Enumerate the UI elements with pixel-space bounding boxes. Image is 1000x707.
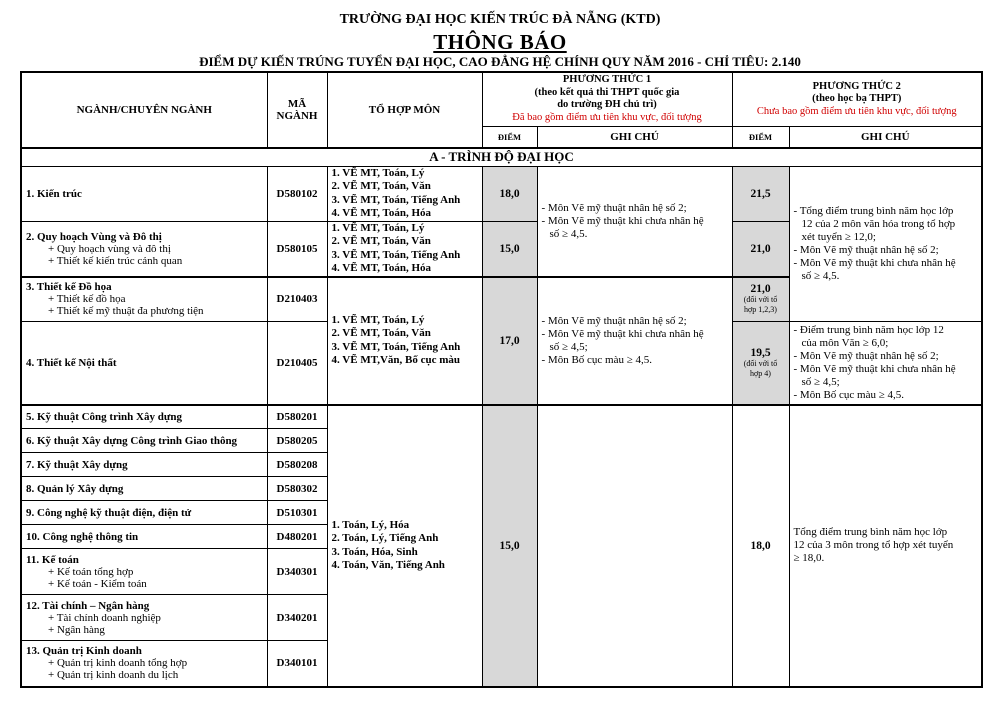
combo-item: 2. VẼ MT, Toán, Văn <box>331 235 431 247</box>
combo-item: 3. Toán, Hóa, Sinh <box>331 545 418 558</box>
combo-item: 4. VẼ MT,Văn, Bố cục màu <box>331 354 461 366</box>
sub-major: + Kế toán tổng hợp <box>48 565 134 578</box>
major-name: 8. Quản lý Xây dựng <box>21 477 267 501</box>
m1-score-header: ĐIỂM <box>482 126 537 148</box>
major-name: 5. Kỹ thuật Công trình Xây dựng <box>21 405 267 429</box>
m2-score-value: 21,0 <box>750 283 771 296</box>
m1-score: 18,0 <box>482 166 537 221</box>
combo-item: 3. VẼ MT, Toán, Tiếng Anh <box>331 340 461 353</box>
combo-item: 4. Toán, Văn, Tiếng Anh <box>331 559 445 571</box>
method2-line2: (theo học bạ THPT) <box>812 93 902 104</box>
major-code: D210405 <box>267 322 327 405</box>
note-line: - Môn Vẽ mỹ thuật nhân hệ số 2; <box>793 349 939 362</box>
combo-item: 3. VẼ MT, Toán, Tiếng Anh <box>331 193 461 206</box>
m2-score <box>732 277 789 322</box>
major-code: D580105 <box>267 221 327 277</box>
note-line: - Môn Vẽ mỹ thuật nhân hệ số 2; <box>541 314 687 327</box>
combo-item: 3. VẼ MT, Toán, Tiếng Anh <box>331 248 461 261</box>
m2-score-note: (đối với tổ <box>743 295 778 305</box>
m2-score: 18,0 <box>732 405 789 687</box>
method1-header <box>482 72 732 126</box>
combo-item: 4. VẼ MT, Toán, Hóa <box>331 262 432 274</box>
note-line: số ≥ 4,5. <box>801 269 840 282</box>
m2-note <box>789 405 982 687</box>
major-name: 13. Quản trị Kinh doanh + Quản trị kinh doanh tổng hợp + Quản trị kinh doanh du lịch <box>21 641 267 687</box>
subject-combos <box>327 221 482 277</box>
combo-item: 2. VẼ MT, Toán, Văn <box>331 327 431 339</box>
combo-item: 1. VẼ MT, Toán, Lý <box>331 313 425 326</box>
subject-combos <box>327 277 482 405</box>
major-code: D580205 <box>267 429 327 453</box>
method1-priority-note: Đã bao gồm điểm ưu tiên khu vực, đối tượng <box>512 111 702 123</box>
sub-major: + Thiết kế đồ họa <box>48 293 126 306</box>
method2-title: PHƯƠNG THỨC 2 <box>812 80 901 92</box>
m1-note <box>537 405 732 687</box>
combo-item: 1. VẼ MT, Toán, Lý <box>331 221 425 234</box>
table-row <box>21 166 982 221</box>
major-name: 1. Kiến trúc <box>21 166 267 221</box>
major-name: 3. Thiết kế Đồ họa + Thiết kế đồ họa + Thiết kế mỹ thuật đa phương tiện <box>21 277 267 322</box>
major-code: D580102 <box>267 166 327 221</box>
major-code: D580208 <box>267 453 327 477</box>
m1-note <box>537 277 732 405</box>
m1-score: 15,0 <box>482 221 537 277</box>
note-line: - Điểm trung bình năm học lớp 12 <box>793 323 944 336</box>
subject-combos <box>327 166 482 221</box>
sub-major: + Quản trị kinh doanh tổng hợp <box>48 657 188 670</box>
combo-item: 2. VẼ MT, Toán, Văn <box>331 180 431 192</box>
major-code: D580201 <box>267 405 327 429</box>
major-code: D580302 <box>267 477 327 501</box>
m2-score-value: 19,5 <box>750 346 771 359</box>
admission-table <box>20 71 983 688</box>
major-name: 11. Kế toán + Kế toán tổng hợp + Kế toán - Kiểm toán <box>21 549 267 595</box>
col-code-header <box>267 72 327 148</box>
major-name: 10. Công nghệ thông tin <box>21 525 267 549</box>
major-code: D340301 <box>267 549 327 595</box>
method2-header <box>732 72 982 126</box>
m1-note <box>537 166 732 277</box>
sub-major: + Quy hoạch vùng và đô thị <box>48 242 171 255</box>
notice-title: THÔNG BÁO <box>433 30 567 54</box>
sub-major: + Tài chính doanh nghiệp <box>48 611 161 624</box>
m2-score-note: (đối với tổ <box>743 358 778 368</box>
school-name: TRƯỜNG ĐẠI HỌC KIẾN TRÚC ĐÀ NẴNG (KTD) <box>339 12 661 27</box>
major-code: D480201 <box>267 525 327 549</box>
method1-title: PHƯƠNG THỨC 1 <box>562 74 652 86</box>
combo-item: 1. Toán, Lý, Hóa <box>331 518 410 531</box>
code-header-line2: NGÀNH <box>276 110 318 122</box>
note-line: - Môn Vẽ mỹ thuật khi chưa nhân hệ <box>541 214 704 227</box>
note-line: 12 của 3 môn trong tổ hợp xét tuyển <box>793 539 954 551</box>
m1-score: 15,0 <box>482 405 537 687</box>
combo-item: 4. VẼ MT, Toán, Hóa <box>331 207 432 219</box>
major-code: D510301 <box>267 501 327 525</box>
note-line: 12 của 2 môn văn hóa trong tổ hợp <box>801 217 956 230</box>
m2-score-note: hợp 4) <box>750 368 771 378</box>
code-header-line1: MÃ <box>287 98 307 110</box>
major-code: D340101 <box>267 641 327 687</box>
note-line: xét tuyển ≥ 12,0; <box>801 230 876 243</box>
table-row <box>21 405 982 429</box>
note-line: số ≥ 4,5. <box>549 227 588 240</box>
combo-item: 1. VẼ MT, Toán, Lý <box>331 166 425 179</box>
note-line: - Tổng điểm trung bình năm học lớp <box>793 204 954 217</box>
note-line: - Môn Vẽ mỹ thuật khi chưa nhân hệ <box>793 256 956 269</box>
note-line: số ≥ 4,5; <box>549 340 588 353</box>
major-code: D210403 <box>267 277 327 322</box>
note-line: ≥ 18,0. <box>793 552 825 564</box>
m1-score: 17,0 <box>482 277 537 405</box>
sub-major: + Thiết kế kiến trúc cảnh quan <box>48 254 183 267</box>
note-line: - Môn Bố cục màu ≥ 4,5. <box>793 388 905 401</box>
combo-item: 2. Toán, Lý, Tiếng Anh <box>331 532 439 544</box>
major-name: 6. Kỹ thuật Xây dựng Công trình Giao thông <box>21 429 267 453</box>
method2-priority-note: Chưa bao gồm điểm ưu tiên khu vực, đối tượng <box>756 105 957 117</box>
note-line: - Môn Vẽ mỹ thuật khi chưa nhân hệ <box>541 327 704 340</box>
note-line: của môn Văn ≥ 6,0; <box>801 336 889 349</box>
col-major-header: NGÀNH/CHUYÊN NGÀNH <box>21 72 267 148</box>
sub-major: + Thiết kế mỹ thuật đa phương tiện <box>48 305 204 318</box>
m2-note-header: GHI CHÚ <box>789 126 982 148</box>
m2-score-header: ĐIỂM <box>732 126 789 148</box>
m2-score <box>732 322 789 405</box>
m2-note <box>789 322 982 405</box>
note-line: - Môn Vẽ mỹ thuật nhân hệ số 2; <box>793 243 939 256</box>
m2-score: 21,0 <box>732 221 789 277</box>
major-name: 9. Công nghệ kỹ thuật điện, điện tử <box>21 501 267 525</box>
subject-combos <box>327 405 482 687</box>
note-line: - Môn Bố cục màu ≥ 4,5. <box>541 353 653 366</box>
notice-subtitle: ĐIỂM DỰ KIẾN TRÚNG TUYỂN ĐẠI HỌC, CAO ĐẲNG HỆ CHÍNH QUY NĂM 2016 - CHỈ TIÊU: 2.140 <box>199 54 801 69</box>
major-code: D340201 <box>267 595 327 641</box>
major-name: 7. Kỹ thuật Xây dựng <box>21 453 267 477</box>
sub-major: + Ngân hàng <box>48 623 105 636</box>
major-name: 4. Thiết kế Nội thất <box>21 322 267 405</box>
note-line: - Môn Vẽ mỹ thuật khi chưa nhân hệ <box>793 362 956 375</box>
m1-note-header: GHI CHÚ <box>537 126 732 148</box>
note-line: Tổng điểm trung bình năm học lớp <box>793 526 948 538</box>
note-line: số ≥ 4,5; <box>801 375 840 388</box>
method1-line2: (theo kết quả thi THPT quốc gia <box>534 86 680 98</box>
col-combo-header: TỔ HỢP MÔN <box>327 72 482 148</box>
m2-note <box>789 166 982 322</box>
section-university-level: A - TRÌNH ĐỘ ĐẠI HỌC <box>21 148 982 166</box>
major-name: 2. Quy hoạch Vùng và Đô thị + Quy hoạch vùng và đô thị + Thiết kế kiến trúc cảnh quan <box>21 221 267 277</box>
sub-major: + Quản trị kinh doanh du lịch <box>48 669 179 682</box>
sub-major: + Kế toán - Kiểm toán <box>48 577 147 590</box>
m2-score-note: hợp 1,2,3) <box>744 305 777 315</box>
m2-score: 21,5 <box>732 166 789 221</box>
method1-line3: do trường ĐH chủ trì) <box>557 99 657 111</box>
note-line: - Môn Vẽ mỹ thuật nhân hệ số 2; <box>541 201 687 214</box>
major-name: 12. Tài chính – Ngân hàng + Tài chính doanh nghiệp + Ngân hàng <box>21 595 267 641</box>
